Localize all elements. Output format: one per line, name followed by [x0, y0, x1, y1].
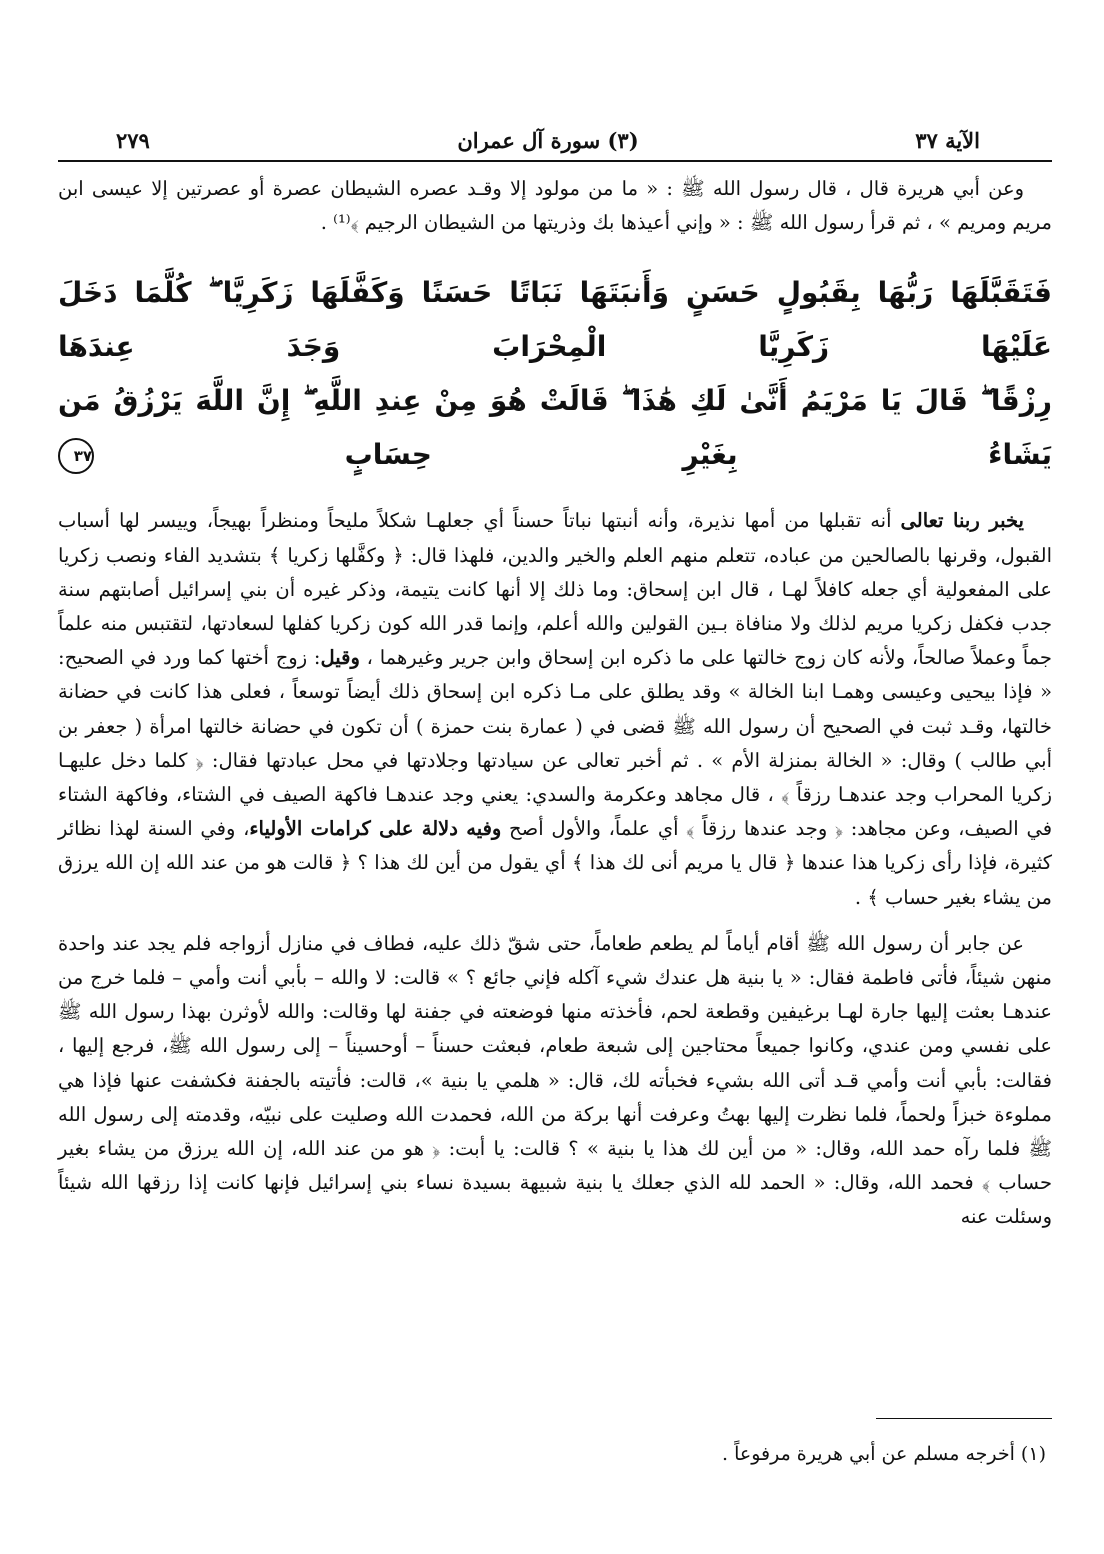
tafsir-text-3: ، وفي السنة لهذا نظائر كثيرة، فإذا رأى زكريا هذا عندها ﴿ قال يا مريم أنى لك هذا ﴾ أي يقول من أين لك هذا ؟ ﴿ قالت هو من عند الله إن الله يرزق من يشاء بغير حساب ﴾ .	[58, 817, 1052, 909]
paragraph-hadith-abu-hurayra: وعن أبي هريرة قال ، قال رسول الله ﷺ : « ما من مولود إلا وقـد عصره الشيطان عصرة أو عصرتين إلا عيسى ابن مريم ومريم » ، ثم قرأ رسول الله ﷺ : « وإني أعيذها بك وذريتها من الشيطان الرجيم ﴾⁽¹⁾ .	[58, 177, 1052, 235]
footnote: (١) أخرجه مسلم عن أبي هريرة مرفوعاً .	[722, 1443, 1046, 1465]
tafsir-karamat: وفيه دلالة على كرامات الأولياء	[249, 817, 502, 841]
verse-line-2	[58, 374, 1052, 482]
header-ayah-label: الآية ٣٧	[915, 128, 980, 153]
page-body	[58, 172, 1052, 1235]
tafsir-lead: يخبر ربنا تعالى	[900, 509, 1024, 533]
quran-verse-block	[58, 266, 1052, 482]
verse-line-1: فَتَقَبَّلَهَا رَبُّهَا بِقَبُولٍ حَسَنٍ وَأَنبَتَهَا نَبَاتًا حَسَنًا وَكَفَّلَهَا زَكَرِيَّا ۖ كُلَّمَا دَخَلَ عَلَيْهَا زَكَرِيَّا الْمِحْرَابَ وَجَدَ عِندَهَا	[58, 276, 1052, 364]
paragraph-tafsir	[58, 504, 1052, 914]
footnote-divider	[876, 1418, 1052, 1419]
page-header	[116, 124, 980, 160]
header-page-number: ٢٧٩	[116, 128, 150, 153]
verse-number-marker: ٣٧	[58, 438, 94, 474]
paragraph-hadith-jabir: عن جابر أن رسول الله ﷺ أقام أياماً لم يطعم طعاماً، حتى شقّ ذلك عليه، فطاف في منازل أزواجه فلم يجد عند واحدة منهن شيئاً، فأتى فاطمة فقال: « يا بنية هل عندك شيء آكله فإني جائع ؟ » قالت: لا والله – بأبي أنت وأمي – فلما خرج من عندهـا بعثت إليها جارة لهـا برغيفين وقطعة لحم، فأخذته منها فوضعته في جفنة لها وقالت: والله لأوثرن بهذا رسول الله ﷺ على نفسي ومن عندي، وكانوا جميعاً محتاجين إلى شبعة طعام، فبعثت حسناً – أوحسيناً – إلى رسول الله ﷺ، فرجع إليها ، فقالت: بأبي أنت وأمي قـد أتى الله بشيء فخبأته لك، قال: « هلمي يا بنية »، قالت: فأتيته بالجفنة فكشفت عنها فإذا هي مملوءة خبزاً ولحماً، فلما نظرت إليها بهتُ وعرفت أنها بركة من الله، فحمدت الله وصليت على نبيّه، وقدمته إلى رسول الله ﷺ فلما رآه حمد الله، وقال: « من أين لك هذا يا بنية » ؟ قالت: يا أبت: ﴿ هو من عند الله، إن الله يرزق من يشاء بغير حساب ﴾ فحمد الله، وقال: « الحمد لله الذي جعلك يا بنية شبيهة بسيدة نساء بني إسرائيل فإنها كانت إذا رزقها الله شيئاً وسئلت عنه	[58, 931, 1052, 1229]
tafsir-text-1: أنه تقبلها من أمها نذيرة، وأنه أنبتها نباتاً حسناً أي جعلهـا شكلاً مليحاً ومنظراً بهيجاً، وييسر لها أسباب القبول، وقرنها بالصالحين من عباده، تتعلم منهم العلم والخير والدين، فلهذا قال: ﴿ وكفَّلها زكريا ﴾ بتشديد الفاء ونصب زكريا على المفعولية أي جعله كافلاً لهـا ، قال ابن إسحاق: وما ذلك إلا أنها كانت يتيمة، وذكر غيره أن بني إسرائيل أصابتهم سنة جدب فكفل زكريا مريم لذلك ولا منافاة بـين القولين والله أعلم، وإنما قدر الله كون زكريا كفلها لسعادتها، لتقتبس منه علماً جماً وعملاً صالحاً، ولأنه كان زوج خالتها على ما ذكره ابن إسحاق وابن جرير وغيرهما ،	[58, 509, 1052, 670]
header-divider	[58, 160, 1052, 162]
tafsir-qila: وقيل	[320, 646, 360, 670]
tafsir-text-2: : زوج أختها كما ورد في الصحيح: « فإذا بيحيى وعيسى وهمـا ابنا الخالة » وقد يطلق على مـا ذكره ابن إسحاق ذلك أيضاً توسعاً ، فعلى هذا كانت في حضانة خالتها، وقـد ثبت في الصحيح أن رسول الله ﷺ قضى في ( عمارة بنت حمزة ) أن تكون في حضانة خالتها امرأة ( جعفر بن أبي طالب ) وقال: « الخالة بمنزلة الأم » . ثم أخبر تعالى عن سيادتها وجلادتها في محل عبادتها فقال: ﴿ كلما دخل عليهـا زكريا المحراب وجد عندهـا رزقاً ﴾ ، قال مجاهد وعكرمة والسدي: يعني وجد عندهـا فاكهة الصيف في الشتاء، وفاكهة الشتاء في الصيف، وعن مجاهد: ﴿ وجد عندها رزقاً ﴾ أي علماً، والأول أصح	[58, 646, 1053, 841]
verse-line-2-text: رِزْقًا ۖ قَالَ يَا مَرْيَمُ أَنَّىٰ لَكِ هَٰذَا ۖ قَالَتْ هُوَ مِنْ عِندِ اللَّهِ ۖ إِنَّ اللَّهَ يَرْزُقُ مَن يَشَاءُ بِغَيْرِ حِسَابٍ	[58, 384, 1052, 472]
header-surah-title: (٣) سورة آل عمران	[457, 128, 639, 153]
